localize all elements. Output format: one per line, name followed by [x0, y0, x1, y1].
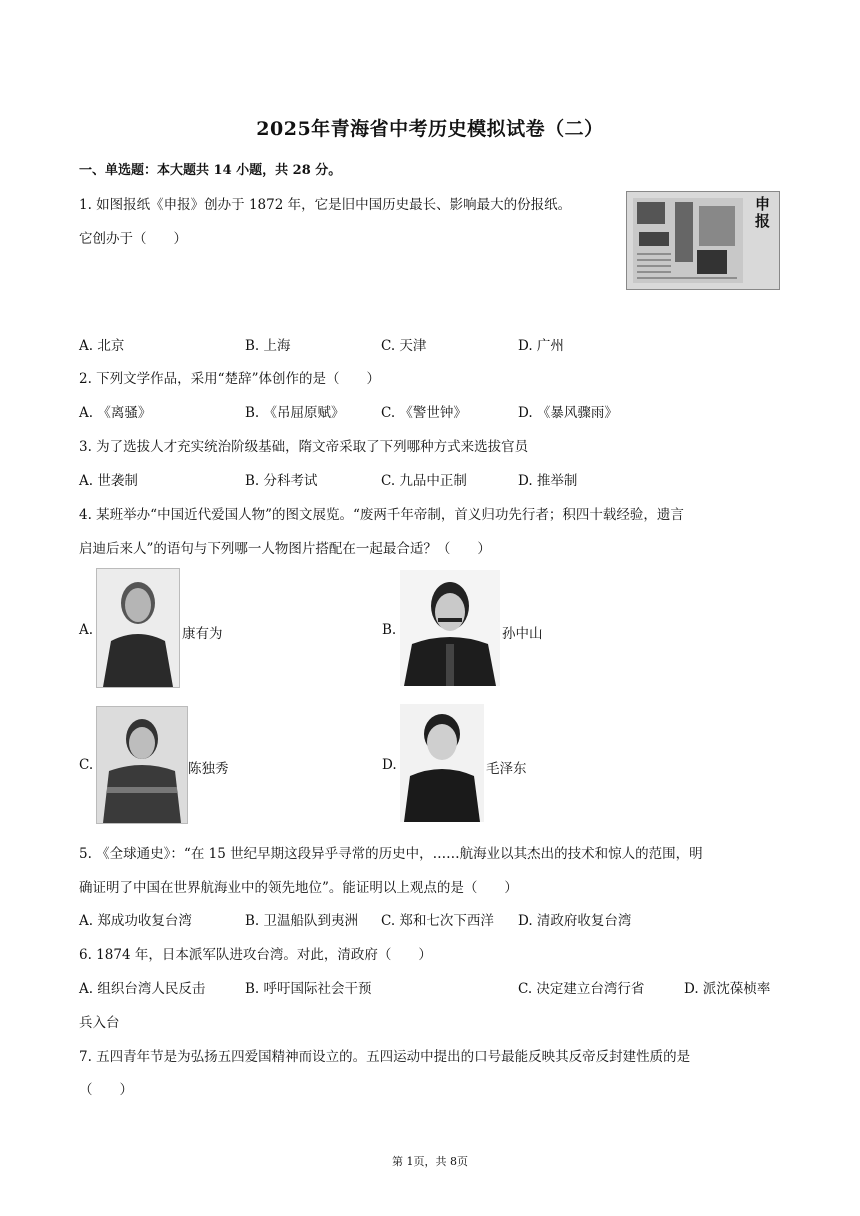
q5-stem-line2: 确证明了中国在世界航海业中的领先地位”。能证明以上观点的是（ ） [79, 880, 518, 896]
mao-zedong-portrait[interactable] [400, 704, 484, 822]
q5-option-a[interactable]: A. 郑成功收复台湾 [79, 913, 192, 929]
shenbao-newspaper-image [626, 191, 780, 290]
q6-stem: 6. 1874 年，日本派军队进攻台湾。对此，清政府（ ） [79, 947, 432, 963]
q4-option-d-name: 毛泽东 [486, 761, 527, 777]
q6-option-d[interactable]: D. 派沈葆桢率 [684, 981, 771, 997]
q4-stem-line1: 4. 某班举办“中国近代爱国人物”的图文展览。“废两千年帝制，首义归功先行者；积四十载经验，遗言 [79, 507, 684, 523]
q5-option-d[interactable]: D. 清政府收复台湾 [518, 913, 632, 929]
q7-stem-line1: 7. 五四青年节是为弘扬五四爱国精神而设立的。五四运动中提出的口号最能反映其反帝反封建性质的是 [79, 1049, 691, 1065]
q2-option-a[interactable]: A. 《离骚》 [79, 405, 152, 421]
q1-option-d[interactable]: D. 广州 [518, 338, 564, 354]
q4-stem-line2: 启迪后来人”的语句与下列哪一人物图片搭配在一起最合适？（ ） [79, 541, 491, 557]
q4-option-c-letter[interactable]: C. [79, 757, 94, 773]
q4-option-c-name: 陈独秀 [188, 761, 229, 777]
chen-duxiu-portrait[interactable] [96, 706, 188, 824]
q1-option-c[interactable]: C. 天津 [381, 338, 427, 354]
q7-stem-line2: （ ） [79, 1082, 133, 1098]
q5-option-b[interactable]: B. 卫温船队到夷洲 [245, 913, 359, 929]
q3-option-b[interactable]: B. 分科考试 [245, 473, 318, 489]
section-heading: 一、单选题：本大题共 14 小题，共 28 分。 [79, 163, 342, 178]
sun-yatsen-portrait[interactable] [400, 570, 500, 686]
q4-option-a-name: 康有为 [182, 626, 223, 642]
q3-stem: 3. 为了选拔人才充实统治阶级基础，隋文帝采取了下列哪种方式来选拔官员 [79, 439, 529, 455]
newspaper-masthead: 申报 [753, 196, 771, 230]
kang-youwei-portrait[interactable] [96, 568, 180, 688]
q6-option-a[interactable]: A. 组织台湾人民反击 [79, 981, 206, 997]
q1-stem-line2: 它创办于（ ） [79, 231, 187, 247]
q5-option-c[interactable]: C. 郑和七次下西洋 [381, 913, 494, 929]
q5-stem-line1: 5. 《全球通史》：“在 15 世纪早期这段异乎寻常的历史中，……航海业以其杰出的技术和惊人的范围，明 [79, 846, 703, 862]
q3-option-a[interactable]: A. 世袭制 [79, 473, 138, 489]
q4-option-b-name: 孙中山 [502, 626, 543, 642]
q4-option-b-letter[interactable]: B. [382, 622, 397, 638]
q4-option-d-letter[interactable]: D. [382, 757, 397, 773]
q3-option-d[interactable]: D. 推举制 [518, 473, 578, 489]
q1-option-b[interactable]: B. 上海 [245, 338, 291, 354]
q6-option-c[interactable]: C. 决定建立台湾行省 [518, 981, 645, 997]
q2-stem: 2. 下列文学作品，采用“楚辞”体创作的是（ ） [79, 371, 380, 387]
q6-option-b[interactable]: B. 呼吁国际社会干预 [245, 981, 372, 997]
q3-option-c[interactable]: C. 九品中正制 [381, 473, 467, 489]
q6-option-d-continued: 兵入台 [79, 1015, 120, 1031]
q1-stem-line1: 1. 如图报纸《申报》创办于 1872 年，它是旧中国历史最长、影响最大的份报纸。 [79, 197, 572, 213]
page-title: 2025年青海省中考历史模拟试卷（二） [256, 118, 604, 140]
page-footer: 第 1页，共 8页 [392, 1155, 468, 1168]
q1-option-a[interactable]: A. 北京 [79, 338, 125, 354]
q2-option-d[interactable]: D. 《暴风骤雨》 [518, 405, 618, 421]
q2-option-b[interactable]: B. 《吊屈原赋》 [245, 405, 345, 421]
q2-option-c[interactable]: C. 《警世钟》 [381, 405, 467, 421]
q4-option-a-letter[interactable]: A. [79, 622, 94, 638]
